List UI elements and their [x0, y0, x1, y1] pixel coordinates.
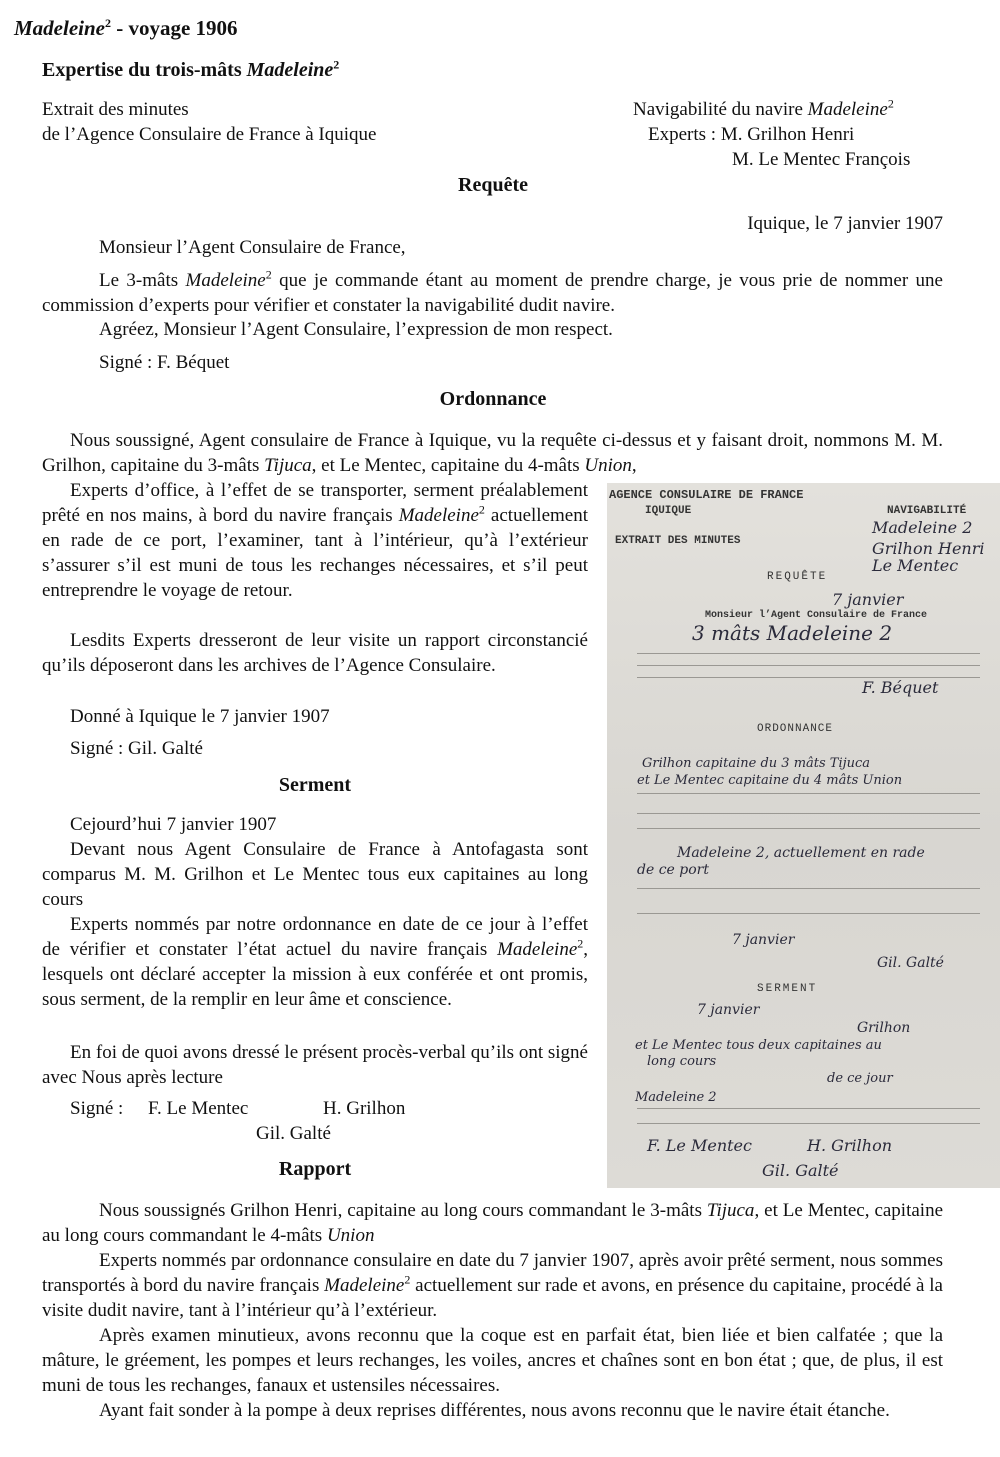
ship-name: Union	[326, 1225, 375, 1246]
text: Nous soussignés Grilhon Henri, capitaine au long cours commandant le 3-mâts	[99, 1200, 707, 1221]
text: Experts nommés par ordonnance consulaire en date du 7 janvier 1907, après avoir prêté serment, nous sommes transportés à bord du navire français	[42, 1250, 943, 1296]
photo-text: EXTRAIT DES MINUTES	[615, 535, 741, 547]
superscript: 2	[404, 1272, 411, 1287]
text: ,	[631, 455, 637, 476]
signature: Gil. Galté	[256, 1123, 331, 1144]
intro-line: Extrait des minutes	[42, 99, 189, 120]
handwriting: F. Béquet	[862, 678, 939, 697]
signature: Signé : Gil. Galté	[70, 738, 203, 759]
superscript: 2	[104, 16, 111, 30]
text: Experts d’office, à l’effet de se transporter, serment préalablement prêté en nos mains, à bord du navire français	[42, 480, 588, 526]
serment-paragraph: Devant nous Agent Consulaire de France à Antofagasta sont comparus M. M. Grilhon et Le Mentec tous eux capitaines au long cours	[42, 839, 588, 910]
handwriting: de ce port	[637, 862, 709, 878]
title-text: - voyage 1906	[110, 16, 238, 40]
handwriting: 7 janvier	[732, 932, 795, 948]
signature: Signé : F. Béquet	[99, 352, 230, 373]
intro-line: de l’Agence Consulaire de France à Iquique	[42, 124, 377, 145]
scanned-document-photo	[607, 483, 1000, 1188]
rapport-paragraph: Ayant fait sonder à la pompe à deux reprises différentes, nous avons reconnu que le navire était étanche.	[99, 1400, 890, 1421]
photo-text: REQUÊTE	[767, 571, 828, 583]
signed-label: Signé :	[70, 1098, 124, 1119]
handwriting: long cours	[647, 1054, 717, 1069]
handwriting: Le Mentec	[872, 556, 959, 575]
ship-name: Madeleine	[185, 270, 266, 291]
requete-paragraph	[42, 268, 943, 318]
handwriting: Madeleine 2	[635, 1090, 717, 1105]
heading-rapport: Rapport	[278, 1158, 352, 1180]
text: , et Le Mentec, capitaine au long cours commandant le 4-mâts	[42, 1200, 944, 1246]
section-title	[42, 58, 339, 83]
handwriting: 7 janvier	[697, 1002, 760, 1018]
serment-date: Cejourd’hui 7 janvier 1907	[70, 814, 277, 835]
text: actuellement sur rade et avons, en présence du capitaine, procédé à la visite dudit navire, tant à l’intérieur qu’à l’extérieur.	[42, 1275, 943, 1321]
text: Experts nommés par notre ordonnance en date de ce jour à l’effet de vérifier et constater l’état actuel du navire français	[42, 914, 588, 960]
photo-text: IQUIQUE	[645, 505, 692, 517]
ship-name: Tijuca	[264, 455, 312, 476]
subtitle-text: Expertise du trois-mâts	[42, 59, 247, 81]
handwriting: H. Grilhon	[807, 1136, 893, 1155]
handwriting: 3 mâts Madeleine 2	[692, 621, 893, 645]
handwriting: et Le Mentec tous deux capitaines au	[635, 1038, 882, 1053]
ordonnance-paragraph	[42, 478, 588, 603]
serment-paragraph	[42, 912, 588, 1012]
signature: F. Le Mentec	[148, 1098, 249, 1119]
superscript: 2	[577, 936, 584, 951]
ordonnance-paragraph	[42, 428, 943, 478]
handwriting: Grilhon capitaine du 3 mâts Tijuca	[642, 756, 871, 771]
rapport-paragraph	[42, 1198, 943, 1248]
signature: H. Grilhon	[323, 1098, 406, 1119]
handwriting: Grilhon	[857, 1020, 911, 1036]
experts-line: M. Le Mentec François	[732, 149, 911, 170]
text: Le 3-mâts	[99, 270, 186, 291]
handwriting: Madeleine 2	[872, 518, 973, 537]
heading-serment: Serment	[278, 774, 352, 796]
text: actuellement en rade de ce port, l’examiner, tant à l’intérieur, qu’à l’extérieur s’assurer s’il est muni de tous les rechanges nécessaires, et s’il peut entreprendre le voyage de retour.	[42, 505, 588, 601]
closing: Agréez, Monsieur l’Agent Consulaire, l’expression de mon respect.	[99, 319, 613, 340]
nav-text: Navigabilité du navire	[633, 99, 808, 120]
intro-right	[633, 97, 910, 172]
ship-name: Madeleine	[246, 59, 334, 81]
heading-requete: Requête	[458, 174, 528, 196]
requete-date: Iquique, le 7 janvier 1907	[747, 213, 943, 234]
ship-name: Madeleine	[14, 16, 105, 40]
handwriting: Gil. Galté	[877, 955, 944, 971]
ship-name: Madeleine	[497, 939, 578, 960]
handwriting: Madeleine 2, actuellement en rade	[677, 845, 925, 861]
superscript: 2	[333, 57, 340, 72]
superscript: 2	[265, 267, 272, 282]
handwriting: F. Le Mentec	[647, 1136, 752, 1155]
ship-name: Madeleine	[398, 505, 479, 526]
handwriting: et Le Mentec capitaine du 4 mâts Union	[637, 773, 903, 788]
photo-text: ORDONNANCE	[757, 723, 834, 735]
ship-name: Tijuca	[706, 1200, 755, 1221]
ship-name: Union	[584, 455, 632, 476]
navigability-line	[633, 97, 910, 122]
handwriting: Gil. Galté	[762, 1161, 839, 1180]
salutation: Monsieur l’Agent Consulaire de France,	[99, 237, 406, 258]
handwriting: 7 janvier	[832, 590, 904, 609]
heading-ordonnance: Ordonnance	[439, 388, 547, 410]
given-at: Donné à Iquique le 7 janvier 1907	[70, 706, 330, 727]
text: que je commande étant au moment de prendre charge, je vous prie de nommer une commission d’experts pour vérifier et constater la navigabilité dudit navire.	[42, 270, 943, 316]
document-title	[14, 16, 238, 41]
ordonnance-paragraph: Lesdits Experts dresseront de leur visite un rapport circonstancié qu’ils déposeront dans les archives de l’Agence Consulaire.	[42, 630, 588, 676]
photo-text: SERMENT	[757, 983, 818, 995]
ship-name: Madeleine	[807, 99, 888, 120]
text: , lesquels ont déclaré accepter la mission à eux conférée et ont promis, sous serment, de la remplir en leur âme et conscience.	[42, 939, 588, 1010]
text: , et Le Mentec, capitaine du 4-mâts	[311, 455, 585, 476]
text: Nous soussigné, Agent consulaire de France à Iquique, vu la requête ci-dessus et y faisant droit, nommons M. M. Grilhon, capitaine du 3-mâts	[42, 430, 943, 476]
superscript: 2	[887, 96, 894, 111]
handwriting: Grilhon Henri	[872, 539, 985, 558]
rapport-paragraph	[42, 1248, 943, 1323]
ship-name: Madeleine	[324, 1275, 405, 1296]
superscript: 2	[478, 502, 485, 517]
photo-text: NAVIGABILITÉ	[887, 505, 967, 517]
serment-paragraph: En foi de quoi avons dressé le présent procès-verbal qu’ils ont signé avec Nous après lecture	[42, 1042, 588, 1088]
experts-line: Experts : M. Grilhon Henri	[648, 124, 855, 145]
intro-left	[42, 97, 376, 147]
photo-text: Monsieur l’Agent Consulaire de France	[705, 610, 928, 621]
handwriting: de ce jour	[827, 1071, 893, 1086]
photo-text: AGENCE CONSULAIRE DE FRANCE	[609, 488, 804, 502]
rapport-paragraph: Après examen minutieux, avons reconnu que la coque est en parfait état, bien liée et bien calfatée ; que la mâture, le gréement, les pompes et leurs rechanges, les voiles, ancres et chaînes sont en bon état ; que, de plus, il est muni de tous les rechanges, fanaux et ustensiles nécessaires.	[42, 1325, 943, 1396]
